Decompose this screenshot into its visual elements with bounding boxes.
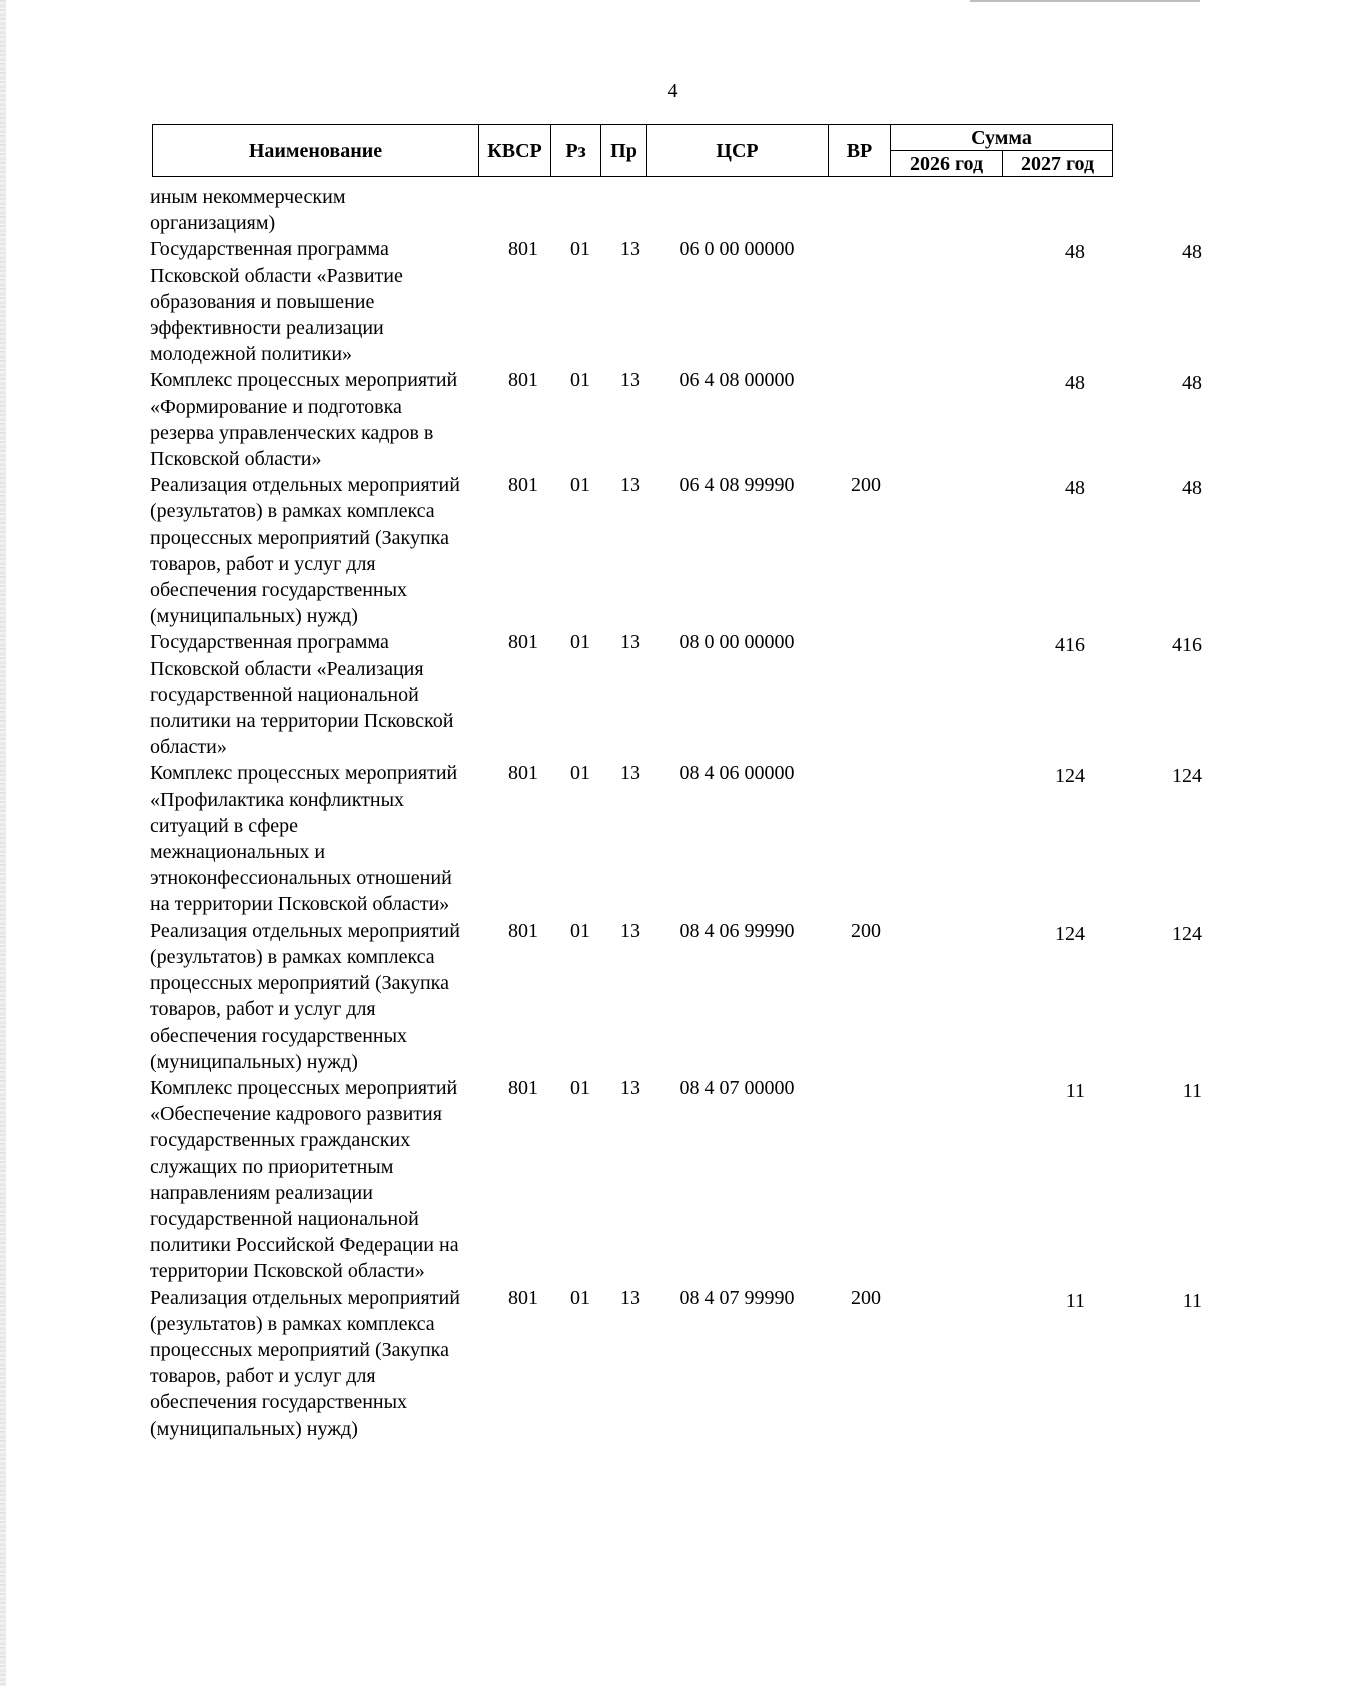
row-pr: 13	[620, 762, 640, 785]
row-sum-2027: 124	[1172, 765, 1202, 788]
row-kvsr: 801	[508, 369, 538, 392]
row-sum-2026: 124	[1055, 765, 1085, 788]
row-kvsr: 801	[508, 762, 538, 785]
header-csr: ЦСР	[647, 125, 829, 177]
row-kvsr: 801	[508, 631, 538, 654]
header-pr: Пр	[601, 125, 647, 177]
row-kvsr: 801	[508, 919, 538, 942]
row-csr: 08 4 06 00000	[679, 762, 795, 785]
row-rz: 01	[570, 369, 590, 392]
row-sum-2027: 124	[1172, 922, 1202, 945]
row-rz: 01	[570, 474, 590, 497]
row-sum-2027: 416	[1172, 634, 1202, 657]
row-pr: 13	[620, 631, 640, 654]
row-pr: 13	[620, 1076, 640, 1099]
table-row	[150, 1075, 1202, 1285]
row-name: иным некоммерческим организациям)	[150, 186, 346, 235]
header-name: Наименование	[153, 125, 479, 177]
row-name: Государственная программа Псковской области «Развитие образования и повышение эффективности реализации молодежной политики»	[150, 238, 403, 366]
row-sum-2026: 11	[1065, 1289, 1085, 1312]
row-pr: 13	[620, 238, 640, 261]
table-body	[150, 184, 1202, 1442]
table-header	[152, 124, 1113, 177]
row-kvsr: 801	[508, 1076, 538, 1099]
table-row-continuation	[150, 184, 1125, 236]
row-pr: 13	[620, 369, 640, 392]
header-rz: Рз	[551, 125, 601, 177]
row-sum-2027: 48	[1182, 241, 1202, 264]
row-csr: 06 4 08 00000	[679, 369, 795, 392]
row-rz: 01	[570, 631, 590, 654]
row-vr: 200	[851, 474, 881, 497]
row-sum-2027: 11	[1182, 1289, 1202, 1312]
row-kvsr: 801	[508, 238, 538, 261]
row-name: Реализация отдельных мероприятий (результатов) в рамках комплекса процессных мероприятий (Закупка товаров, работ и услуг для обеспечения государственных (муниципальных) нужд)	[150, 919, 460, 1073]
row-rz: 01	[570, 1076, 590, 1099]
row-sum-2026: 124	[1055, 922, 1085, 945]
row-pr: 13	[620, 919, 640, 942]
row-vr: 200	[851, 1286, 881, 1309]
row-kvsr: 801	[508, 474, 538, 497]
row-rz: 01	[570, 919, 590, 942]
row-sum-2026: 11	[1065, 1079, 1085, 1102]
row-name: Комплекс процессных мероприятий «Обеспечение кадрового развития государственных гражданских служащих по приоритетным направлениям реализации государственной национальной политики Российской Федерации на территории Псковской области»	[150, 1076, 459, 1283]
row-name: Государственная программа Псковской области «Реализация государственной национальной политики на территории Псковской области»	[150, 631, 454, 759]
table-row	[150, 367, 1202, 472]
row-sum-2027: 48	[1182, 477, 1202, 500]
header-year-2026: 2026 год	[891, 151, 1003, 177]
header-year-2027: 2027 год	[1003, 151, 1113, 177]
row-csr: 08 0 00 00000	[679, 631, 795, 654]
table-row	[150, 236, 1202, 367]
row-csr: 08 4 07 99990	[679, 1286, 795, 1309]
row-sum-2027: 11	[1182, 1079, 1202, 1102]
header-vr: ВР	[829, 125, 891, 177]
row-pr: 13	[620, 474, 640, 497]
row-kvsr: 801	[508, 1286, 538, 1309]
row-rz: 01	[570, 762, 590, 785]
row-sum-2026: 48	[1065, 372, 1085, 395]
row-csr: 08 4 06 99990	[679, 919, 795, 942]
table-row	[150, 472, 1202, 629]
row-csr: 08 4 07 00000	[679, 1076, 795, 1099]
row-csr: 06 0 00 00000	[679, 238, 795, 261]
table-row	[150, 918, 1202, 1075]
row-name: Реализация отдельных мероприятий (результатов) в рамках комплекса процессных мероприятий (Закупка товаров, работ и услуг для обеспечения государственных (муниципальных) нужд)	[150, 474, 460, 628]
table-row	[150, 629, 1202, 760]
row-sum-2027: 48	[1182, 372, 1202, 395]
page-number: 4	[667, 80, 678, 102]
row-sum-2026: 416	[1055, 634, 1085, 657]
row-name: Комплекс процессных мероприятий «Профилактика конфликтных ситуаций в сфере межнациональных и этноконфессиональных отношений на территории Псковской области»	[150, 762, 458, 916]
header-kvsr: КВСР	[479, 125, 551, 177]
row-pr: 13	[620, 1286, 640, 1309]
scan-edge	[0, 0, 6, 1686]
row-rz: 01	[570, 1286, 590, 1309]
row-sum-2026: 48	[1065, 477, 1085, 500]
scan-edge-top	[970, 0, 1200, 2]
table-row	[150, 1285, 1202, 1442]
row-name: Реализация отдельных мероприятий (результатов) в рамках комплекса процессных мероприятий (Закупка товаров, работ и услуг для обеспечения государственных (муниципальных) нужд)	[150, 1286, 460, 1440]
header-sum: Сумма	[891, 125, 1113, 151]
row-rz: 01	[570, 238, 590, 261]
row-vr: 200	[851, 919, 881, 942]
row-csr: 06 4 08 99990	[679, 474, 795, 497]
row-sum-2026: 48	[1065, 241, 1085, 264]
table-row	[150, 760, 1202, 917]
row-name: Комплекс процессных мероприятий «Формирование и подготовка резерва управленческих кадров в Псковской области»	[150, 369, 458, 471]
